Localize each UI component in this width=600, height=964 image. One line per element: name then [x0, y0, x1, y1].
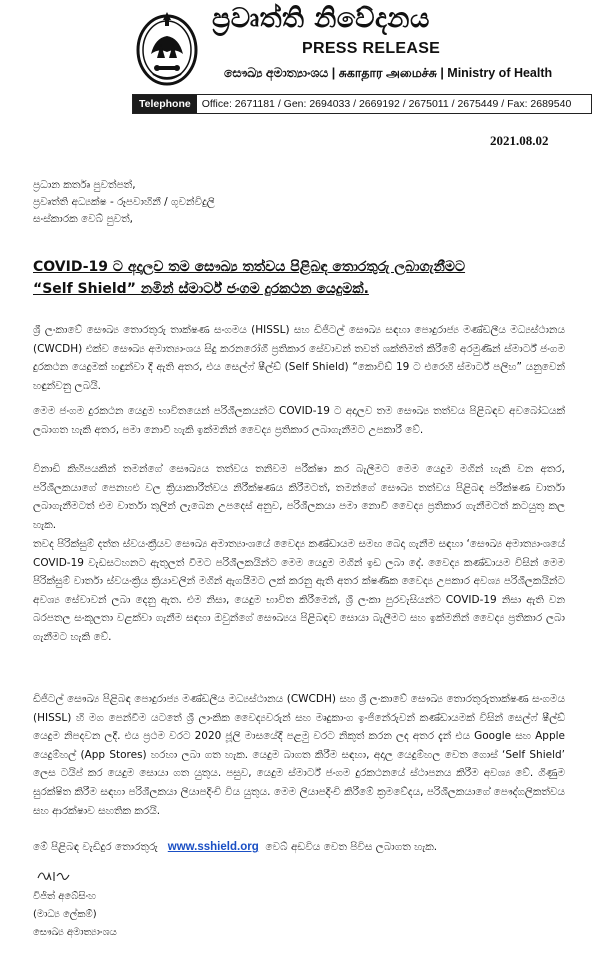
headline	[33, 256, 573, 300]
sri-lanka-emblem-icon	[135, 8, 199, 88]
body-paragraph-2	[33, 402, 565, 439]
handwritten-signature	[36, 866, 76, 884]
paragraph-text: තවද පිරික්සුම් දත්ත ස්වයංක්‍රීයව සෞඛ්‍ය අමාත්‍යාංශයේ වෛද්‍ය කණ්ඩායම සමඟ බෙදා ගැනීම සඳහා ‘සෞඛ්‍ය අමාත්‍යාංශයේ COVID-19 වැඩසටහනට ඇතුලත් වීමට පරිශීලකයින්ට මෙම යෙදුම මගින් ඉඩ ලබා දේ. වෛද්‍ය කණ්ඩායම විසින් මෙම පිරික්සුම් වාර්තා ස්වයංක්‍රිය ක්‍රියාවලින් මගින් ඇගයීමට ලක් කරනු ඇති අතර ක්ෂණික වෛද්‍ය උපකාර අවශ්‍ය පරිශීලකයින්ට අවශ්‍ය සේවාවන් ලබා දෙනු ඇත. එම නිසා, යෙදුම භාවිත කිරීමෙන්, ශ්‍රී ලංකා පුරවැසියන්ට COVID-19 නිසා ඇති වන බරපතල සංකූලතා වළක්වා ගැනීම සඳහා ඔවුන්ගේ සෞඛ්‍යය පිළිබඳව සොයා බැලීමට සහ ඉක්මනින් වෛද්‍ය ප්‍රතිකාර ලබා ගැනීමට හැකි වේ.	[33, 538, 565, 643]
recipient-line: සංස්කාරක වෙබ් පුවත්,	[33, 213, 134, 225]
paragraph-text: විනාඩි කිහිපයකින් තමන්ගේ සෞඛ්‍යය තත්වය තනිවම පරීක්ෂා කර බැලීමට මෙම යෙදුම මගින් හැකි වන අතර, පරිශීලකයාගේ පෙනහළු වල ක්‍රියාකාරීත්වය නිරීක්ෂණය කිරීමටත්, තමන්ගේ සෞඛ්‍ය තත්වය පිළිබඳ පරීක්ෂණ වාර්තා ලබාගැනීමටත් එම වාර්තා තුලින් ලැබෙන උපදෙස් අනුව, පරිශීලකයා පමා නොවී වෛද්‍ය ප්‍රතිකාර ගැනීමටත් කටයුතු කල හැක.	[33, 463, 565, 531]
signatory-title: (මාධ්‍ය ලේකම්)	[33, 909, 97, 920]
telephone-label: Telephone	[133, 95, 197, 113]
website-link[interactable]: www.sshield.org	[167, 841, 259, 853]
more-info-before: මේ පිළිබඳ වැඩිදුර තොරතුරු	[33, 841, 158, 853]
signatory-name: විජිත් අබේසිංහ	[33, 891, 96, 902]
recipient-line: ප්‍රධාන කර්තෘ පුවත්පත්,	[33, 179, 136, 191]
title-english: PRESS RELEASE	[302, 40, 441, 57]
telephone-numbers: Office: 2671181 / Gen: 2694033 / 2669192 / 2675011 / 2675449 / Fax: 2689540	[201, 98, 572, 110]
headline-line-1: COVID-19 ට අදාලව තම සෞඛ්‍ය තත්වය පිළිබඳ තොරතුරු ලබාගැනීමට	[33, 259, 466, 275]
body-paragraph-5	[33, 690, 565, 820]
more-info-after: වෙබ් අඩවිය වෙත පිවිස ලබාගත හැක.	[265, 841, 438, 853]
more-info-line	[33, 841, 437, 854]
telephone-bar	[132, 94, 592, 114]
headline-line-2: “Self Shield” නමින් ස්මාර්ට් ජංගම දුරකථන යෙදුමක්.	[33, 281, 369, 297]
signatory-office: සෞඛ්‍ය අමාත්‍යාංශය	[33, 927, 117, 938]
body-paragraph-4	[33, 535, 565, 647]
body-paragraph-1	[33, 321, 565, 395]
title-sinhala: ප්‍රවෘත්ති නිවේදනය	[212, 3, 430, 34]
release-date: 2021.08.02	[490, 133, 549, 148]
paragraph-text: ඩිජිටල් සෞඛ්‍ය පිළිබඳ පොදුරාජ්‍ය මණ්ඩලීය මධ්‍යස්ථානය (CWCDH) සහ ශ්‍රී ලංකාවේ සෞඛ්‍ය තොරතුරුතාක්ෂණ සංගමය (HISSL) හි මග පෙන්වීම යටතේ ශ්‍රී ලාංකික වෛද්‍යවරුන් සහ මෘදුකාංග ඉංජිනේරුවන් කණ්ඩායමක් විසින් සෙල්ෆ් ෂීල්ඩ් යෙදුම නිපදවන ලදී. එය ප්‍රථම වරට 2020 ජූලි මාසයේදී පළමු වරට නිකුත් කරන ලද අතර දැන් එය Google සහ Apple යෙදුම්හල් (App Stores) හරහා ලබා ගත හැක. යෙදුම බාගත කිරීම සඳහා, අදාල යෙදුම්හල වෙත ගොස් ‘Self Shield’ ලෙස ටයිප් කර යෙදුම සොයා ගත යුතුය. පසුව, යෙදුම ස්මාර්ට් ජංගම දුරකථනයේ ස්ථාපනය කිරීම අවශ්‍ය වේ. ගිණුම සුරක්ෂිත කිරීම සඳහා පරිශීලකයා ලියාපදිංචි විය යුතුය. මෙම ලියාපදිංචි කිරීමේ ක්‍රමවේදය, පරිශීලකයාගේ පෞද්ගලිකත්වය සහ ආරක්ෂාව සහතික කරයි.	[33, 693, 565, 817]
ministry-line: සෞඛ්‍ය අමාත්‍යාංශය | சுகாதார அமைச்சு | Ministry of Health	[224, 66, 553, 80]
signatory-block	[33, 888, 117, 942]
body-paragraph-3	[33, 460, 565, 534]
recipient-line: ප්‍රවෘත්ති අධ්‍යක්ෂ - රූපවාහිනී / ගුවන්විදුලි	[33, 196, 215, 208]
recipients-block	[33, 177, 215, 228]
paragraph-text: මෙම ජංගම දුරකථන යෙදුම භාවිතයෙන් පරිශීලකයන්ට COVID-19 ට අදාලව තම සෞඛ්‍ය තත්වය පිළිබඳව අවබෝධයක් ලබාගත හැකි අතර, පමා නොවී හැකි ඉක්මනින් වෛද්‍ය ප්‍රතිකාර ලබාගැනීමට උපකාරී වේ.	[33, 405, 565, 436]
paragraph-text: ශ්‍රී ලංකාවේ සෞඛ්‍ය තොරතුරු තාක්ෂණ සංගමය (HISSL) සහ ඩිජිටල් සෞඛ්‍ය සඳහා පොදුරාජ්‍ය මණ්ඩලීය මධ්‍යස්ථානය (CWCDH) එක්ව සෞඛ්‍ය අමාත්‍යාංශය සිදු කරනරෝගී ප්‍රතිකාර සේවාවන් තවත් ශක්තිමත් කිරීමේ අරමුණින් ස්මාර්ට් ජංගම දුරකථන යෙදුමක් හඳුන්වා දී ඇති අතර, එය සෙල්ෆ් ෂීල්ඩ් (Self Shield) “කොවිඩ් 19 ට එරෙහි ස්මාර්ට් පලිහ” යනුවෙන් හඳුන්වනු ලබයි.	[33, 324, 565, 392]
